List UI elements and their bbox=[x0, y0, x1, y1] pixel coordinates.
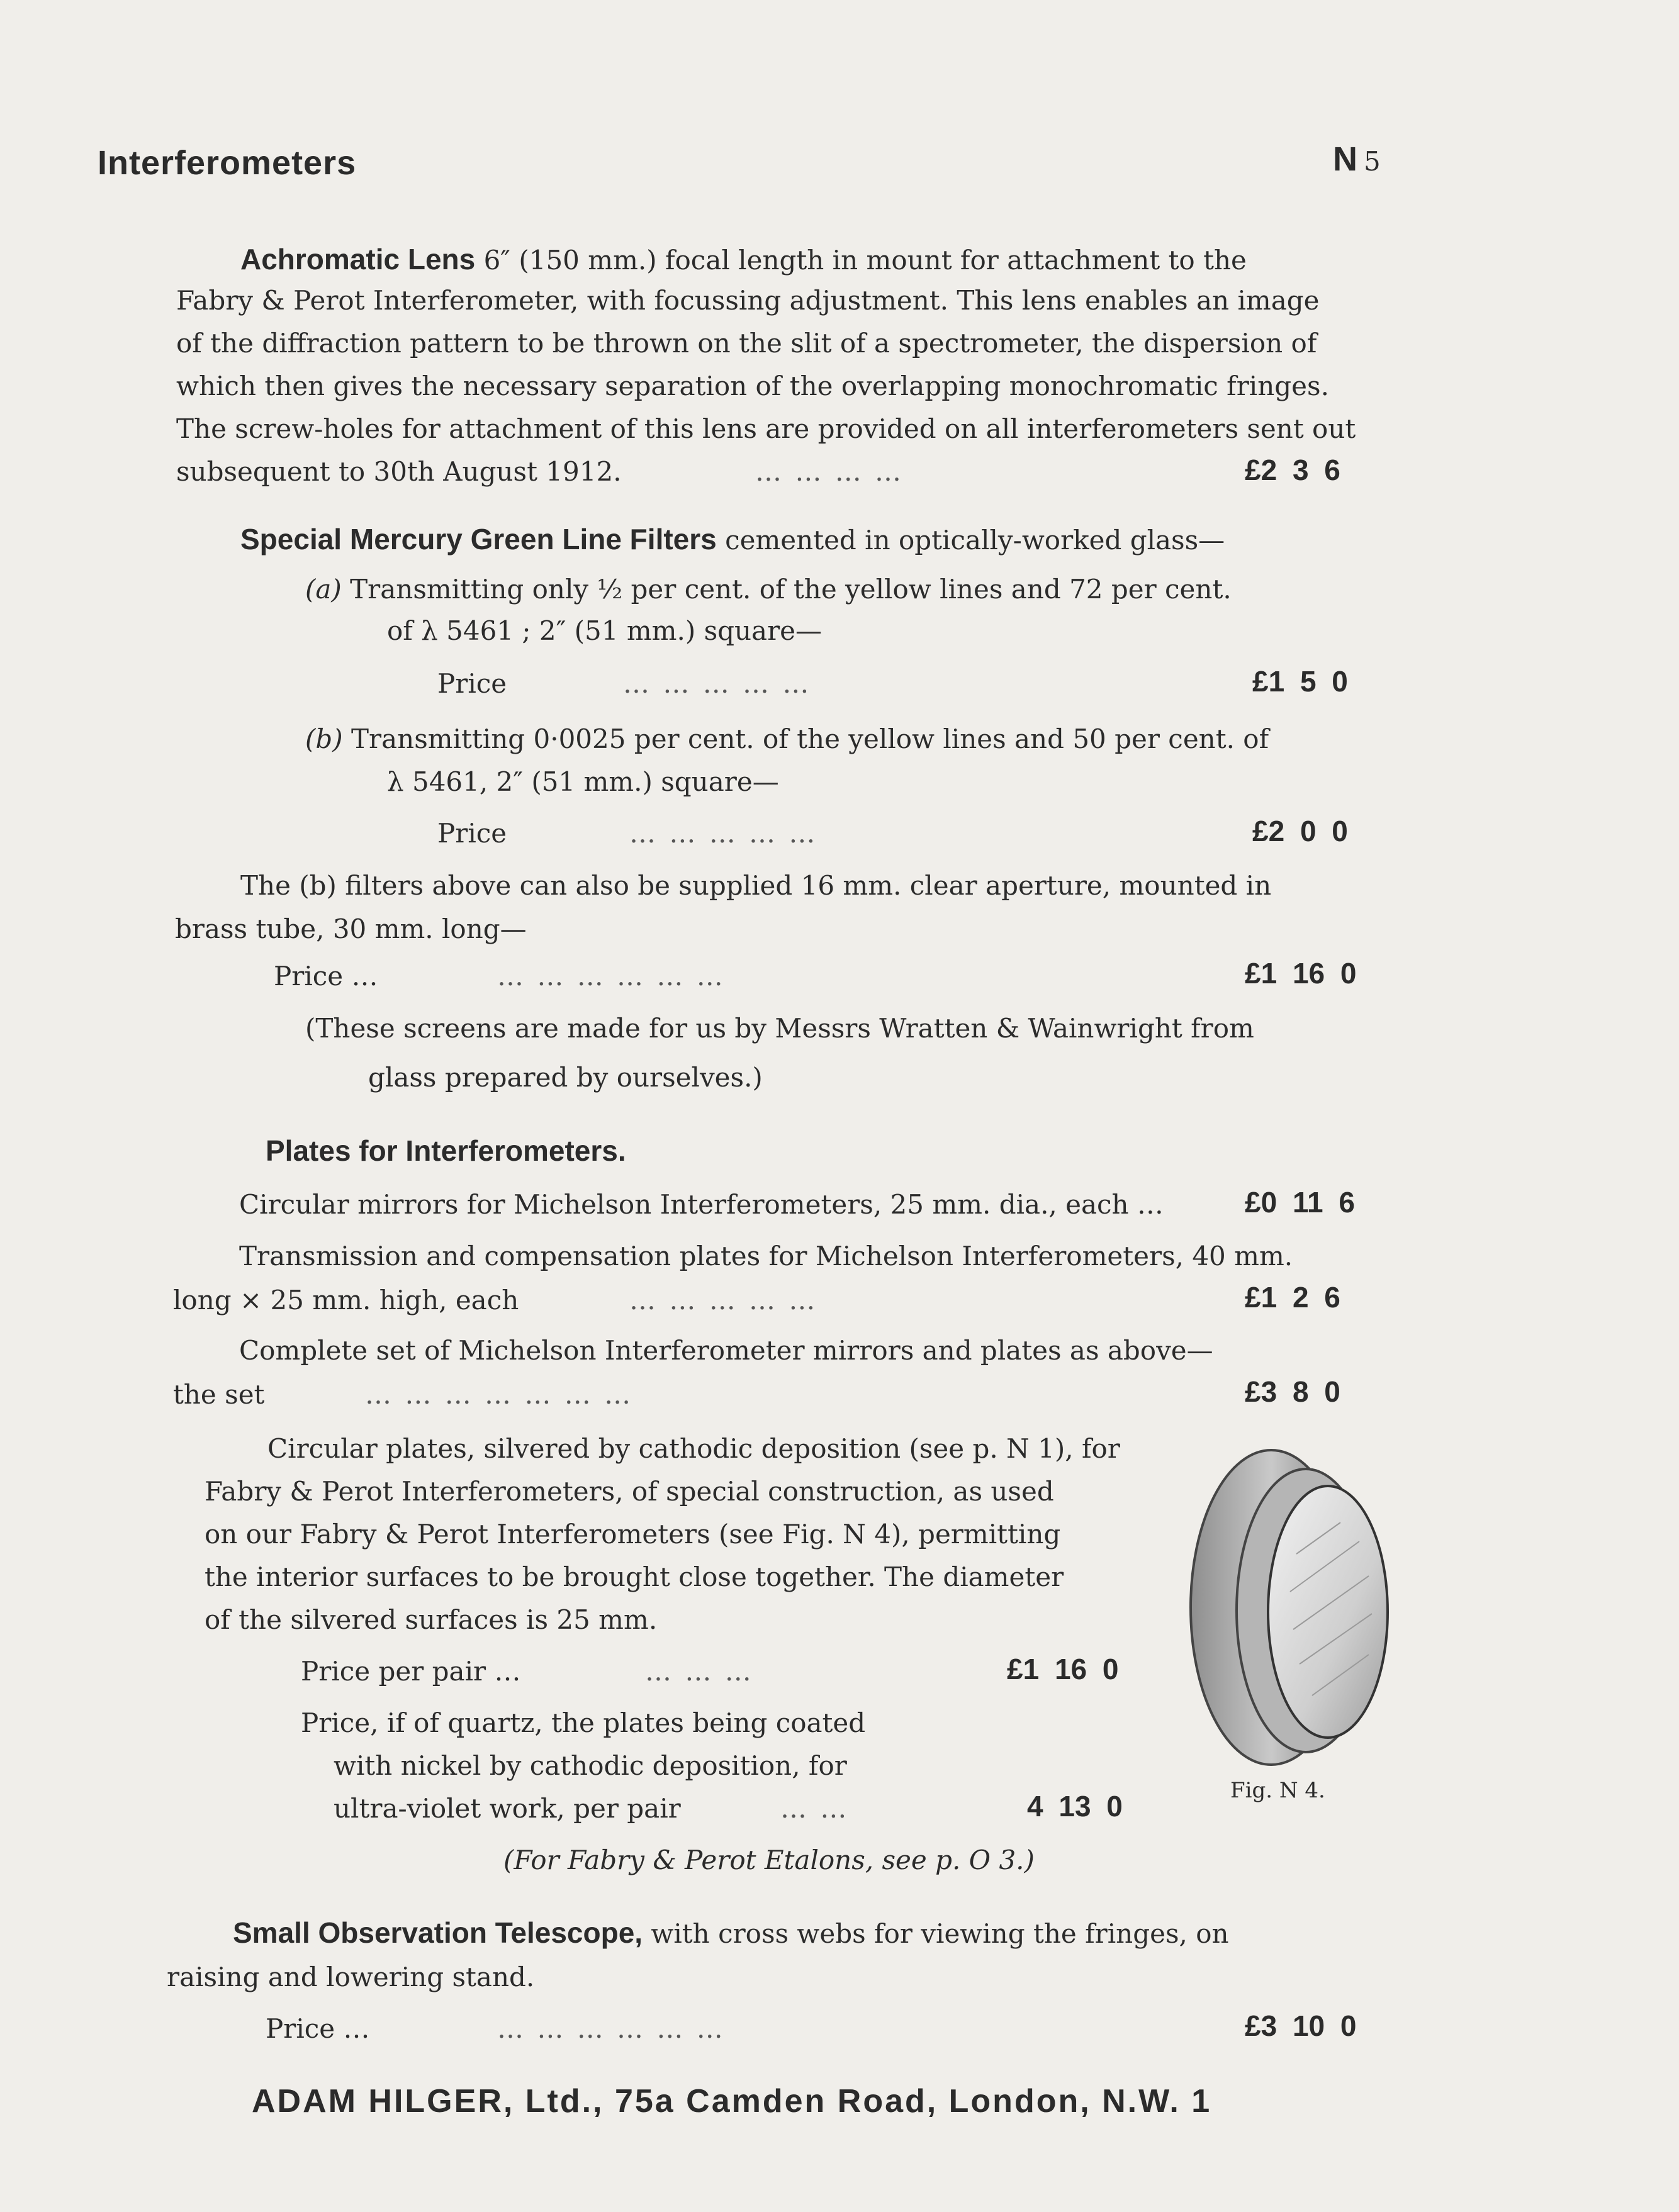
filter-tube-l1: The (b) filters above can also be supplied 16 mm. clear aperture, mounted in bbox=[240, 870, 1272, 901]
filter-a-label: (a) bbox=[305, 574, 342, 605]
filter-a-text1: Transmitting only ½ per cent. of the yellow lines and 72 per cent. bbox=[350, 574, 1232, 605]
plates-quartz-price: 4 13 0 bbox=[1027, 1790, 1123, 1823]
filter-b-price-label: Price bbox=[437, 818, 507, 849]
plates-circ-mirrors: Circular mirrors for Michelson Interferometers, 25 mm. dia., each … bbox=[239, 1189, 1164, 1220]
plates-trans-dots: … … … … … bbox=[629, 1285, 818, 1315]
plates-set-l1: Complete set of Michelson Interferometer mirrors and plates as above— bbox=[239, 1335, 1213, 1366]
filter-b-l2: λ 5461, 2″ (51 mm.) square— bbox=[387, 766, 779, 797]
filter-tube-price: £1 16 0 bbox=[1245, 957, 1357, 990]
plates-set-dots: … … … … … … … bbox=[365, 1379, 634, 1410]
filter-tube-l2: brass tube, 30 mm. long— bbox=[175, 913, 527, 944]
achromatic-l5: The screw-holes for attachment of this lens are provided on all interferometers sent out bbox=[176, 413, 1356, 444]
telescope-first-line bbox=[233, 1916, 1229, 1950]
achromatic-l1: 6″ (150 mm.) focal length in mount for attachment to the bbox=[483, 245, 1247, 276]
filter-b-price: £2 0 0 bbox=[1252, 815, 1348, 847]
plates-set-price: £3 8 0 bbox=[1245, 1375, 1340, 1408]
achromatic-l4: which then gives the necessary separation of the overlapping monochromatic fringes. bbox=[176, 371, 1329, 401]
filters-heading: Special Mercury Green Line Filters bbox=[240, 523, 717, 556]
plates-silv-l2: Fabry & Perot Interferometers, of special construction, as used bbox=[205, 1476, 1054, 1507]
plates-set-l2: the set bbox=[173, 1379, 265, 1410]
telescope-price: £3 10 0 bbox=[1245, 2009, 1357, 2042]
plates-pair-dots: … … … bbox=[645, 1656, 754, 1687]
achromatic-price: £2 3 6 bbox=[1245, 454, 1340, 486]
plates-silv-l4: the interior surfaces to be brought close together. The diameter bbox=[205, 1561, 1064, 1592]
plates-silv-l5: of the silvered surfaces is 25 mm. bbox=[205, 1604, 658, 1635]
achromatic-first-line bbox=[240, 242, 1247, 276]
filter-b-l1 bbox=[305, 723, 1269, 754]
plates-quartz-l1: Price, if of quartz, the plates being coated bbox=[301, 1707, 866, 1738]
page-num: 5 bbox=[1364, 146, 1381, 177]
filter-tube-price-label: Price … bbox=[274, 961, 378, 991]
plates-pair-price: £1 16 0 bbox=[1007, 1653, 1119, 1685]
achromatic-heading: Achromatic Lens bbox=[240, 243, 476, 276]
filter-note-l2: glass prepared by ourselves.) bbox=[368, 1062, 763, 1093]
filter-a-l1 bbox=[305, 574, 1232, 605]
section-letter: N bbox=[1333, 140, 1357, 178]
plates-silv-l3: on our Fabry & Perot Interferometers (see Fig. N 4), permitting bbox=[205, 1519, 1061, 1550]
plates-silv-l1: Circular plates, silvered by cathodic deposition (see p. N 1), for bbox=[267, 1433, 1120, 1464]
plates-etalon-note-text: (For Fabry & Perot Etalons, see p. O 3.) bbox=[503, 1845, 1035, 1875]
achromatic-l2: Fabry & Perot Interferometer, with focussing adjustment. This lens enables an image bbox=[176, 285, 1320, 316]
telescope-price-label: Price … bbox=[266, 2013, 370, 2044]
filter-b-dots: … … … … … bbox=[629, 818, 818, 849]
telescope-l2: raising and lowering stand. bbox=[167, 1962, 535, 1992]
fig-n4-caption: Fig. N 4. bbox=[1230, 1778, 1325, 1803]
plates-heading: Plates for Interferometers. bbox=[266, 1134, 626, 1167]
achromatic-dots: … … … … bbox=[755, 456, 904, 487]
page-number bbox=[1333, 140, 1381, 179]
plates-quartz-l3: ultra-violet work, per pair bbox=[334, 1793, 681, 1824]
filter-a-price: £1 5 0 bbox=[1252, 665, 1348, 698]
filter-a-price-label: Price bbox=[437, 668, 507, 699]
filter-tube-dots: … … … … … … bbox=[497, 961, 726, 991]
achromatic-l6: subsequent to 30th August 1912. bbox=[176, 456, 622, 487]
plates-quartz-dots: … … bbox=[780, 1793, 850, 1824]
filter-b-label: (b) bbox=[305, 723, 343, 754]
filter-note-l1: (These screens are made for us by Messrs Wratten & Wainwright from bbox=[305, 1013, 1254, 1044]
filters-first-line bbox=[240, 522, 1225, 556]
plates-trans-l2: long × 25 mm. high, each bbox=[173, 1285, 519, 1315]
telescope-l1: with cross webs for viewing the fringes, on bbox=[651, 1918, 1229, 1949]
plates-etalon-note bbox=[503, 1845, 1035, 1875]
filter-b-text1: Transmitting 0·0025 per cent. of the yellow lines and 50 per cent. of bbox=[351, 723, 1269, 754]
filter-a-dots: … … … … … bbox=[623, 668, 812, 699]
plates-quartz-l2: with nickel by cathodic deposition, for bbox=[334, 1750, 847, 1781]
running-head-title: Interferometers bbox=[98, 144, 357, 182]
plates-trans-price: £1 2 6 bbox=[1245, 1281, 1340, 1314]
filters-heading-rest: cemented in optically-worked glass— bbox=[725, 525, 1225, 556]
achromatic-l3: of the diffraction pattern to be thrown on the slit of a spectrometer, the dispersion of bbox=[176, 328, 1317, 359]
plates-pair-label: Price per pair … bbox=[301, 1656, 521, 1687]
fig-n4-plates-illustration bbox=[1177, 1447, 1403, 1774]
filter-a-l2: of λ 5461 ; 2″ (51 mm.) square— bbox=[387, 615, 823, 646]
telescope-heading: Small Observation Telescope, bbox=[233, 1916, 643, 1949]
plates-trans-l1: Transmission and compensation plates for Michelson Interferometers, 40 mm. bbox=[239, 1241, 1293, 1271]
plates-circ-mirrors-price: £0 11 6 bbox=[1245, 1186, 1355, 1219]
publisher-footer: ADAM HILGER, Ltd., 75a Camden Road, London, N.W. 1 bbox=[252, 2083, 1212, 2120]
telescope-dots: … … … … … … bbox=[497, 2013, 726, 2044]
